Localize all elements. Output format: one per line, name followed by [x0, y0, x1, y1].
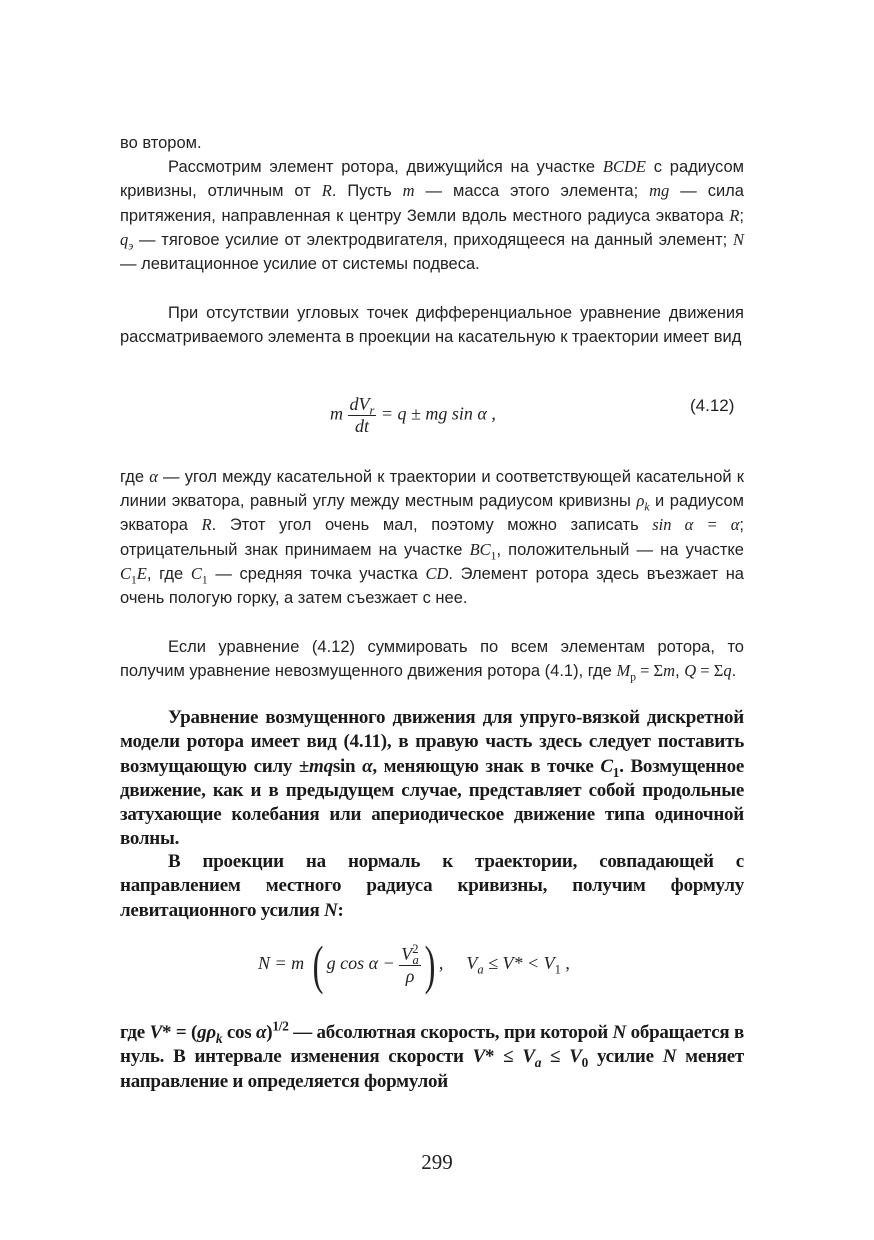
paragraph-summation: Если уравнение (4.12) суммировать по всем элементам ротора, то получим уравнение невозмущенного движения ротора (4.1), где $M_р = \Sigma m$, Q = Σq. — [120, 638, 744, 684]
equation-levitation-force: N = m ( g cos α − $\frac{V^2_a}{\rho}$ ) , $V_a \le V* < V_1$ , — [258, 935, 570, 995]
left-paren: ( — [312, 935, 324, 995]
paragraph-normal-projection: В проекции на нормаль к траектории, совпадающей с направлением местного радиуса кривизны, получим формулу левитационного усилия N: — [120, 851, 744, 921]
paragraph-absolute-velocity: где $V* = (g\rho_k$ cos α)$^{1/2}$ — абсолютная скорость, при которой N обращается в нуль. В интервале изменения скорости $V* \le V_a \le V_0$ усилие N меняет направление и определяется формулой — [120, 1018, 745, 1092]
equation-4-12: m $\frac{dV_r}{dt}$ = q ± mg sin α , — [330, 394, 496, 436]
equation-label-4-12: (4.12) — [690, 396, 735, 415]
right-paren: ) — [424, 935, 436, 995]
paragraph-perturbed-motion: Уравнение возмущенного движения для упруго-вязкой дискретной модели ротора имеет вид (4.11), в правую часть здесь следует поставить возмущающую силу ±mqsin α, меняющую знак в точке $C_1$. Возмущенное движение, как и в предыдущем случае, представляет собой продольные затухающие колебания или апериодическое движение типа одиночной волны. — [120, 707, 744, 850]
line-continuation: во втором. — [120, 134, 202, 152]
page-number: 299 — [421, 1150, 453, 1174]
paragraph-rotor-element: во втором. Рассмотрим элемент ротора, движущийся на участке BCDE с радиусом кривизны, отличным от R. Пусть m — масса этого элемента; mg — сила притяжения, направленная к центру Земли вдоль местного радиуса экватора R; $q_э$ — тяговое усилие от электродвигателя, приходящееся на данный элемент; N — левитационное усилие от системы подвеса. — [120, 134, 745, 274]
paragraph-differential-equation-intro: При отсутствии угловых точек дифференциальное уравнение движения рассматриваемого элемента в проекции на касательную к траектории имеет вид — [120, 304, 744, 347]
fraction-dv-dt: $\frac{dV_r}{dt}$ — [349, 394, 375, 436]
fraction-va2-rho: $\frac{V^2_a}{\rho}$ — [401, 941, 419, 986]
paragraph-angle-definition: где α — угол между касательной к траектории и соответствующей касательной к линии экватора, равный углу между местным радиусом кривизны $\rho_k$ и радиусом экватора R. Этот угол очень мал, поэтому можно записать sin α = α; отрицательный знак принимаем на участке $BC_1$, положительный — на участке $C_1E$, где $C_1$ — средняя точка участка CD. Элемент ротора здесь въезжает на очень пологую горку, а затем съезжает с нее. — [120, 467, 745, 608]
